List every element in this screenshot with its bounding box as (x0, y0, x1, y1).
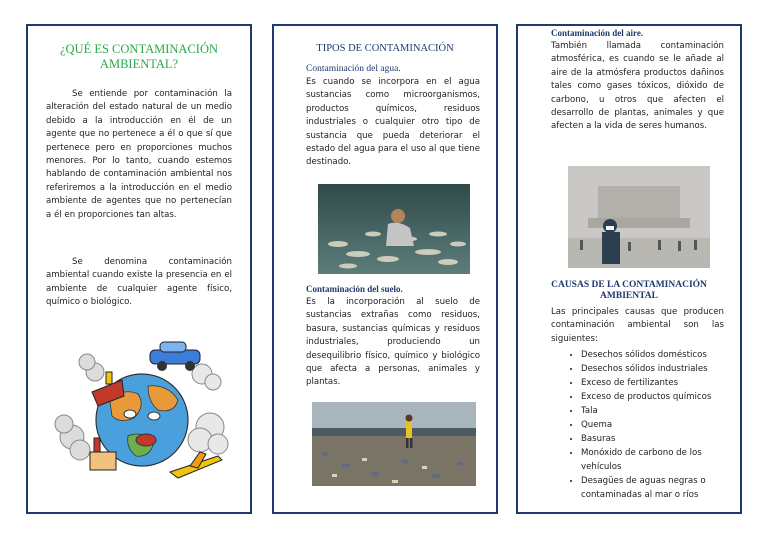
panel2-title: TIPOS DE CONTAMINACIÓN (316, 43, 454, 54)
panel1-definition-paragraph: Se entiende por contaminación la alteración del estado natural de un medio debido a la introducción en él de un agente que no pertenece a él o que sí que pertenece pero en proporciones muchos menores. Por lo tanto, cuando estemos hablando de contaminación ambiental nos referiremos a la introducción en el medio ambiente de agentes que no pertenecían a él en proporciones tan altas. (46, 89, 232, 220)
water-pollution-photo (318, 184, 470, 274)
panel1-title-line2: AMBIENTAL? (99, 57, 179, 71)
water-pollution-heading: Contaminación del agua. (306, 64, 401, 74)
causes-intro-text: Las principales causas que producen contaminación ambiental son las siguientes: (551, 307, 724, 344)
causes-title-line2: AMBIENTAL (600, 291, 658, 301)
soil-pollution-text: Es la incorporación al suelo de sustancias extrañas como residuos, basura, sustancias químicas y residuos industriales, produciendo un desequilibrio físico, químico y biológico que afecta a personas, animales y plantas. (306, 297, 480, 388)
panel-what-is-pollution (26, 24, 252, 514)
list-item: • Tala (581, 404, 724, 418)
polluted-earth-illustration (50, 332, 230, 482)
panel1-title-line1: ¿QUÉ ES CONTAMINACIÓN (59, 42, 218, 56)
airplane-icon (170, 452, 222, 478)
soil-pollution-photo (312, 402, 476, 486)
smoke-cloud-right (188, 364, 228, 454)
list-item: • Desagües de aguas negras o contaminadas al mar o ríos (581, 474, 724, 502)
air-pollution-photo (568, 166, 710, 268)
list-item: • Exceso de fertilizantes (581, 376, 724, 390)
panel1-title (38, 42, 240, 72)
panel-pollution-types (272, 24, 498, 514)
causes-title (528, 280, 730, 302)
panel1-denomination-paragraph: Se denomina contaminación ambiental cuando existe la presencia en el ambiente de cualquier agente físico, químico o biológico. (46, 257, 232, 308)
panel-air-and-causes (516, 24, 742, 514)
list-item: • Exceso de productos químicos (581, 390, 724, 404)
list-item: • Desechos sólidos domésticos (581, 348, 724, 362)
list-item: • Quema (581, 418, 724, 432)
list-item: • Desechos sólidos industriales (581, 362, 724, 376)
air-pollution-text: También llamada contaminación atmosférica, es cuando se le añade al aire de la atmósfera productos dañinos tales como gases tóxicos, dióxido de carbono, u otros que afecten el desarrollo de plantas, animales y que afecten a la vida de seres humanos. (551, 41, 724, 132)
causes-list (551, 348, 724, 502)
list-item: • Basuras (581, 432, 724, 446)
list-item: • Monóxido de carbono de los vehículos (581, 446, 724, 474)
soil-pollution-heading: Contaminación del suelo. (306, 284, 403, 294)
car-icon (150, 342, 200, 371)
causes-title-line1: CAUSAS DE LA CONTAMINACIÓN (551, 280, 707, 290)
water-pollution-text: Es cuando se incorpora en el agua sustancias como microorganismos, productos químicos, residuos industriales o cualquier otro tipo de sustancia que pueda deteriorar el estado del agua para el uso al que tiene destinado. (306, 77, 480, 168)
air-pollution-heading: Contaminación del aire. (551, 28, 644, 38)
